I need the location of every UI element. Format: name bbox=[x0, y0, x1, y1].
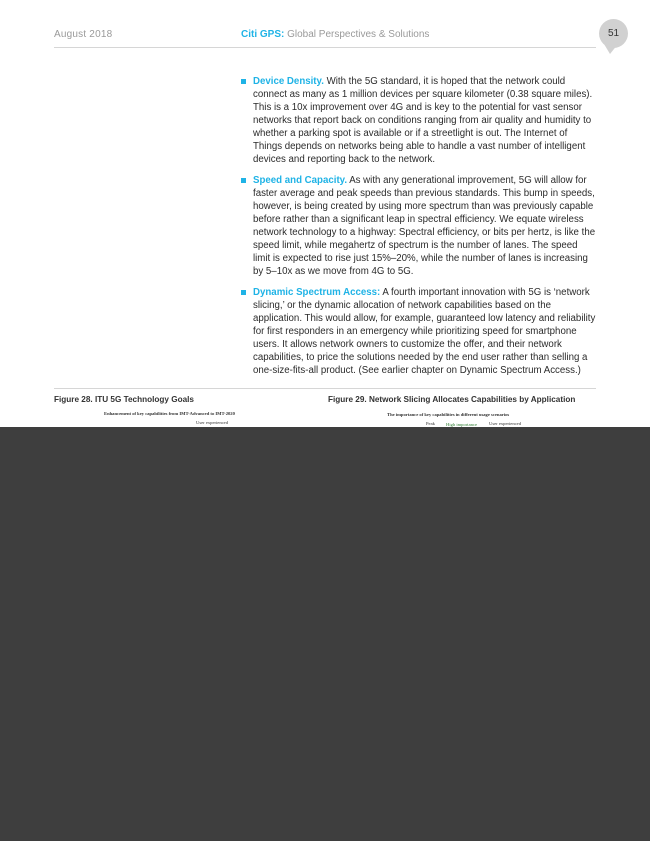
bullet-square-icon bbox=[241, 79, 246, 84]
page-badge-tail bbox=[604, 44, 618, 54]
header-brand: Citi GPS: bbox=[241, 29, 285, 40]
bullet-lead: Device Density. bbox=[253, 76, 324, 87]
bullet-lead: Speed and Capacity. bbox=[253, 175, 348, 186]
figure-28-subtitle: Enhancement of key capabilities from IMT-Advanced to IMT-2020 bbox=[104, 411, 235, 416]
figure-29-subtitle: The importance of key capabilities in different usage scenarios bbox=[387, 412, 510, 417]
header-divider bbox=[54, 47, 596, 48]
bullet-text: A fourth important innovation with 5G is ‘network slicing,’ or the dynamic allocation of network capabilities based on the application. This would allow, for example, guaranteed low latency and reliability for first responders in an emergency while prioritizing speed for smartphone users. It allows network owners to customize the offer, and their network capabilities, to price the solutions needed by the end user rather than selling a one-size-fits-all product. (See earlier chapter on Dynamic Spectrum Access.) bbox=[253, 287, 596, 376]
figure-29-caption: Figure 29. Network Slicing Allocates Capabilities by Application bbox=[328, 395, 576, 404]
page-number-badge: 51 bbox=[599, 19, 628, 48]
bullet-device-density bbox=[241, 75, 596, 166]
figure-28-caption: Figure 28. ITU 5G Technology Goals bbox=[54, 395, 194, 404]
header-date: August 2018 bbox=[54, 29, 113, 40]
header-title-text: Global Perspectives & Solutions bbox=[284, 29, 430, 40]
bullet-square-icon bbox=[241, 178, 246, 183]
bullet-square-icon bbox=[241, 290, 246, 295]
bullet-text: With the 5G standard, it is hoped that the network could connect as many as 1 million devices per square kilometer (0.38 square miles). This is a 10x improvement over 4G and is key to the potential for vast sensor networks that report back on conditions ranging from air quality and humidity to whether a parking spot is available or if a streetlight is out. The Internet of Things depends on networks being able to handle a vast number of intelligent devices and reporting back to the network. bbox=[253, 76, 593, 165]
figure-29-label-user: User experienced bbox=[489, 421, 522, 426]
bullet-lead: Dynamic Spectrum Access: bbox=[253, 287, 381, 298]
page-header bbox=[0, 0, 650, 48]
bullet-speed-capacity bbox=[241, 174, 596, 278]
figure-28-label: User experienced bbox=[196, 420, 229, 425]
figure-29-label-peak: Peak bbox=[426, 421, 435, 426]
bullet-text: As with any generational improvement, 5G will allow for faster average and peak speeds than previous standards. This bump in speeds, however, is being created by using more spectrum than was previously capable before rather than a significant leap in spectral efficiency. We equate wireless network technology to a highway: Spectral efficiency, or bits per hertz, is like the speed limit, while megahertz of spectrum is the number of lanes. The speed limit is expected to rise just 15%–20%, while the number of lanes is increasing by 5–10x as we move from 4G to 5G. bbox=[253, 175, 596, 277]
dark-overlay bbox=[0, 427, 650, 841]
body-text-column bbox=[241, 75, 596, 385]
bullet-dynamic-spectrum bbox=[241, 286, 596, 377]
figure-divider bbox=[54, 388, 596, 389]
figure-29-label-high: High importance bbox=[446, 422, 477, 427]
header-title bbox=[241, 29, 429, 40]
